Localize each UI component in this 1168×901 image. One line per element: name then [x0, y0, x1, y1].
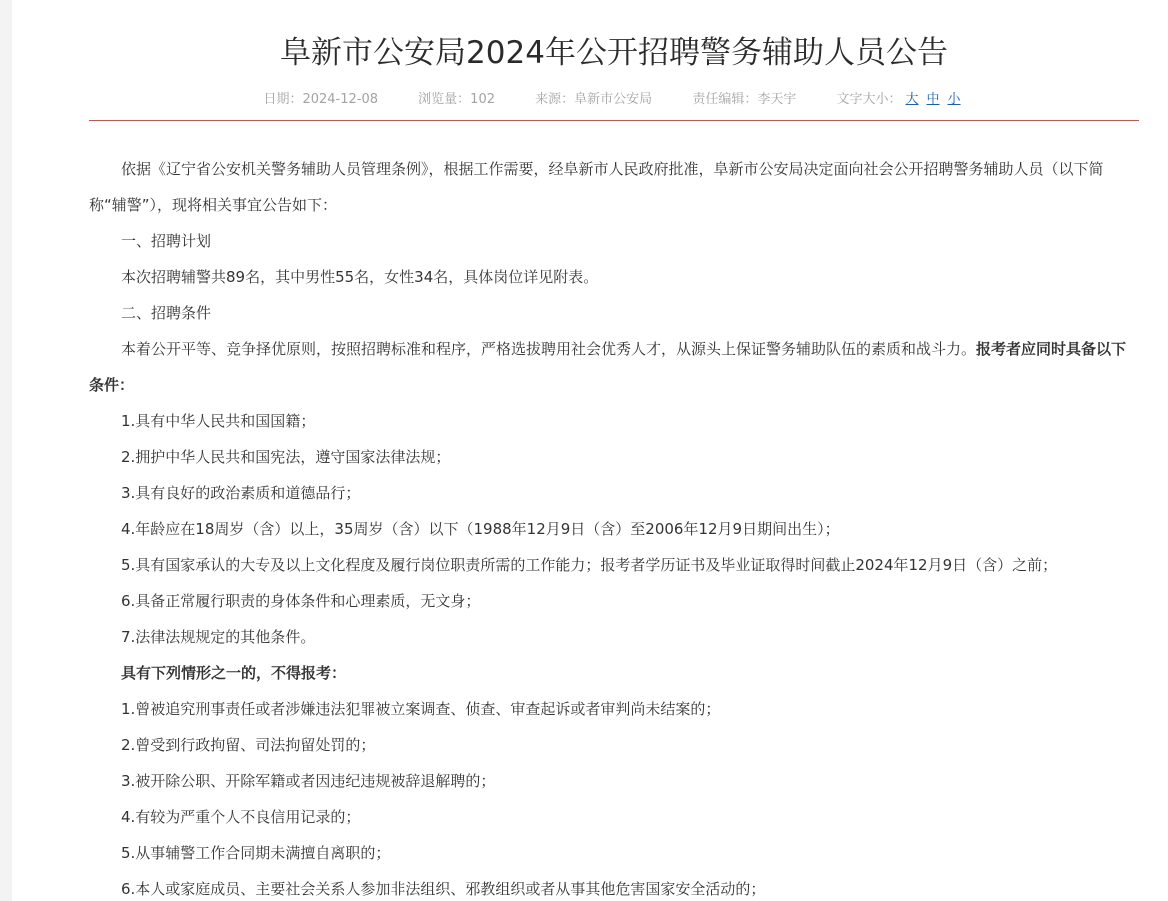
editor-label: 责任编辑： — [692, 92, 758, 107]
exclusion-item: 2.曾受到行政拘留、司法拘留处罚的； — [121, 736, 376, 754]
editor-value: 李天宇 — [757, 92, 797, 107]
meta-font-size — [836, 92, 964, 107]
date-value: 2024-12-08 — [302, 92, 379, 107]
article-meta — [89, 90, 1139, 110]
exclusion-item: 6.本人或家庭成员、主要社会关系人参加非法组织、邪教组织或者从事其他危害国家安全活动的； — [121, 880, 766, 898]
font-size-large-link[interactable]: 大 — [905, 92, 919, 107]
source-value: 阜新市公安局 — [574, 92, 653, 107]
meta-editor — [692, 92, 796, 107]
meta-views — [418, 92, 495, 107]
date-label: 日期： — [263, 92, 303, 107]
exclusion-item: 1.曾被追究刑事责任或者涉嫌违法犯罪被立案调查、侦查、审查起诉或者审判尚未结案的； — [121, 700, 721, 718]
condition-item: 3.具有良好的政治素质和道德品行； — [121, 484, 361, 502]
intro-paragraph: 依据《辽宁省公安机关警务辅助人员管理条例》，根据工作需要，经阜新市人民政府批准，阜新市公安局决定面向社会公开招聘警务辅助人员（以下简称“辅警”），现将相关事宜公告如下： — [89, 160, 1104, 214]
font-size-medium-link[interactable]: 中 — [926, 92, 940, 107]
section2-heading: 二、招聘条件 — [121, 304, 212, 322]
article-title: 阜新市公安局2024年公开招聘警务辅助人员公告 — [280, 35, 948, 71]
article-body — [89, 151, 1139, 901]
section2-text: 本着公开平等、竞争择优原则，按照招聘标准和程序，严格选拔聘用社会优秀人才，从源头上保证警务辅助队伍的素质和战斗力。 — [121, 340, 977, 358]
section2-bold-text: 报考者应同时具备以下条件： — [89, 340, 1127, 394]
title-divider — [89, 120, 1139, 121]
condition-item: 4.年龄应在18周岁（含）以上，35周岁（含）以下（1988年12月9日（含）至2006年12月9日期间出生）； — [121, 520, 840, 538]
page-left-shade — [0, 0, 12, 901]
condition-item: 7.法律法规规定的其他条件。 — [121, 628, 316, 646]
section1-heading: 一、招聘计划 — [121, 232, 212, 250]
views-value: 102 — [470, 92, 495, 107]
section1-text: 本次招聘辅警共89名，其中男性55名，女性34名，具体岗位详见附表。 — [121, 268, 599, 286]
condition-item: 2.拥护中华人民共和国宪法，遵守国家法律法规； — [121, 448, 451, 466]
condition-item: 6.具备正常履行职责的身体条件和心理素质，无文身； — [121, 592, 481, 610]
source-label: 来源： — [535, 92, 575, 107]
font-size-small-link[interactable]: 小 — [947, 92, 961, 107]
condition-item: 5.具有国家承认的大专及以上文化程度及履行岗位职责所需的工作能力；报考者学历证书及毕业证取得时间截止2024年12月9日（含）之前； — [121, 556, 1058, 574]
article-container — [89, 0, 1139, 901]
exclusion-item: 3.被开除公职、开除军籍或者因违纪违规被辞退解聘的； — [121, 772, 496, 790]
meta-date — [263, 92, 378, 107]
condition-item: 1.具有中华人民共和国国籍； — [121, 412, 316, 430]
views-label: 浏览量： — [418, 92, 471, 107]
exclusion-item: 4.有较为严重个人不良信用记录的； — [121, 808, 361, 826]
exclusion-heading: 具有下列情形之一的，不得报考： — [121, 664, 347, 682]
font-size-label: 文字大小： — [836, 92, 902, 107]
exclusion-item: 5.从事辅警工作合同期未满擅自离职的； — [121, 844, 391, 862]
section2-paragraph — [89, 331, 1139, 403]
meta-source — [535, 92, 652, 107]
